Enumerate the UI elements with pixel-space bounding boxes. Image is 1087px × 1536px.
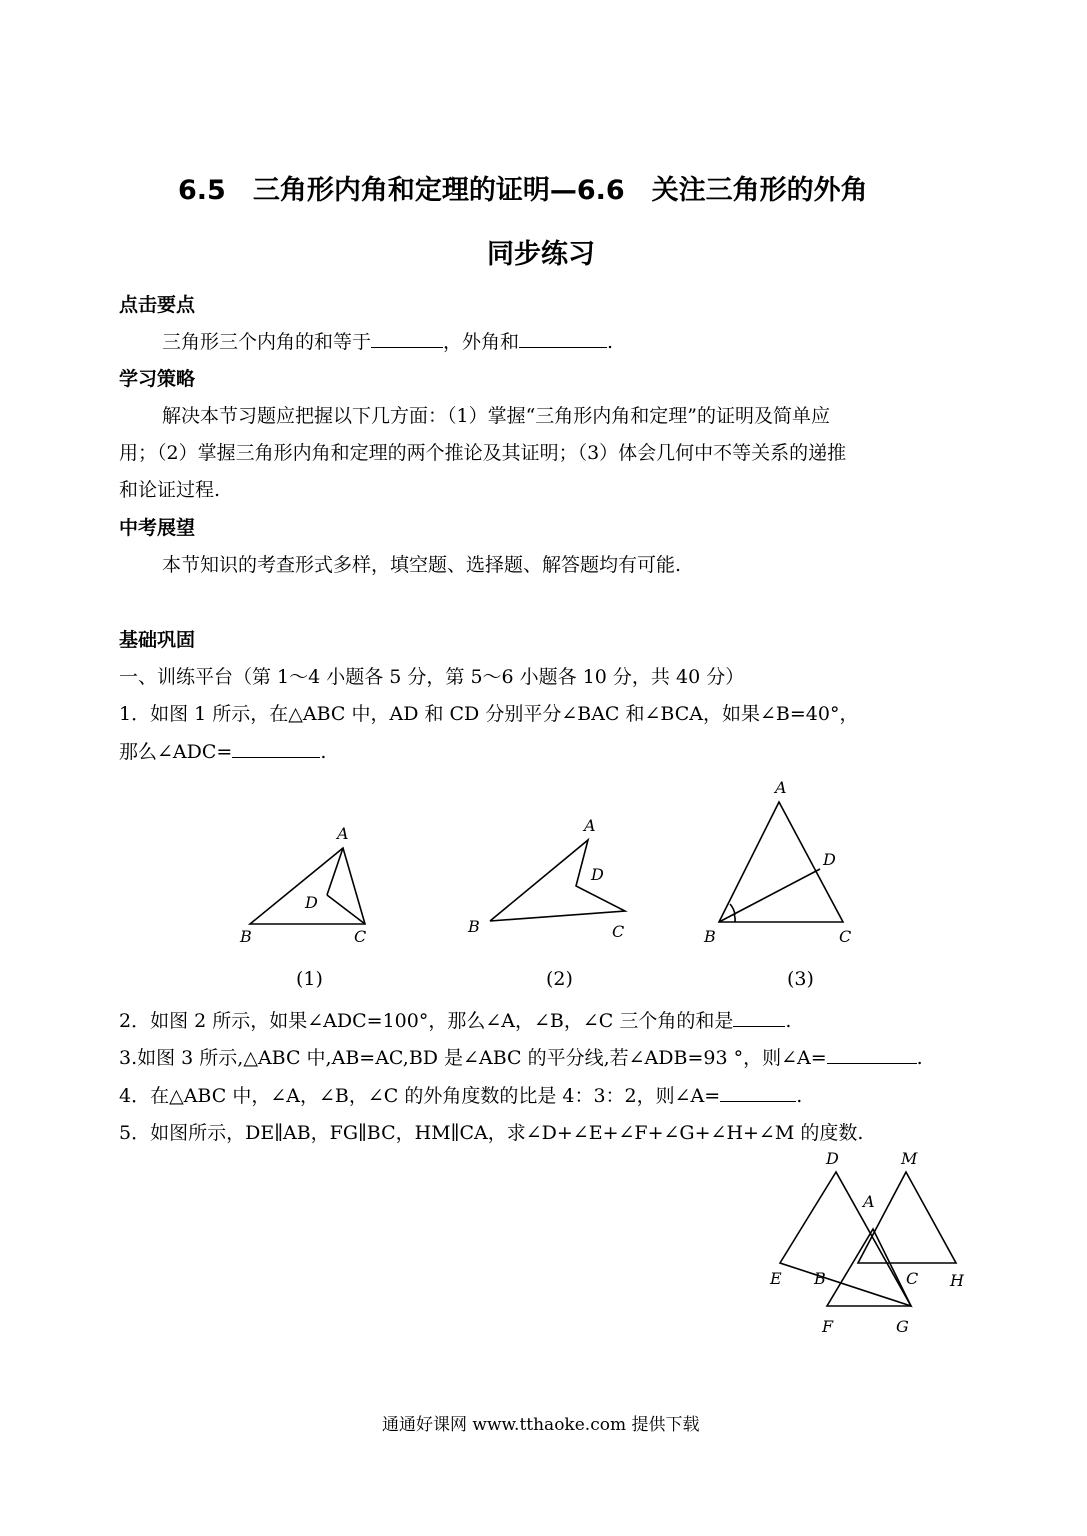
label-a: A xyxy=(337,824,349,843)
figure-5-diagram xyxy=(760,1145,980,1335)
question-1-end: . xyxy=(320,741,327,763)
triangle-abc xyxy=(250,848,365,924)
label-f: F xyxy=(822,1317,834,1336)
label-m: M xyxy=(901,1149,918,1168)
label-b: B xyxy=(240,927,252,946)
strategy-line1: 解决本节习题应把握以下几方面：（1）掌握“三角形内角和定理”的证明及简单应 xyxy=(162,405,831,427)
key-points-text-c: . xyxy=(607,331,614,353)
page-title-line1: 6.5 三角形内角和定理的证明—6.6 关注三角形的外角 xyxy=(178,175,868,206)
question-1-line2 xyxy=(119,737,326,764)
label-g: G xyxy=(896,1317,909,1336)
label-b: B xyxy=(814,1269,826,1288)
label-d: D xyxy=(591,865,604,884)
label-d: D xyxy=(826,1149,839,1168)
label-c: C xyxy=(839,927,852,946)
question-4-end: . xyxy=(796,1085,803,1107)
key-points-text-a: 三角形三个内角的和等于 xyxy=(162,331,372,353)
figure-3-caption: (3) xyxy=(787,968,814,990)
key-points-text-b: ，外角和 xyxy=(443,331,520,353)
question-3 xyxy=(119,1043,923,1070)
question-3-prompt: 3.如图 3 所示,△ABC 中,AB=AC,BD 是∠ABC 的平分线,若∠ADB=93 °，则∠A= xyxy=(119,1047,827,1069)
strategy-line3: 和论证过程. xyxy=(119,479,221,501)
label-h: H xyxy=(950,1271,964,1290)
bisector-cd xyxy=(327,895,365,924)
question-1-line1: 1．如图 1 所示，在△ABC 中，AD 和 CD 分别平分∠BAC 和∠BCA，如果∠B=40°， xyxy=(119,703,859,725)
footer-credit: 通通好课网 www.tthaoke.com 提供下载 xyxy=(382,1415,700,1435)
angle-arc xyxy=(730,904,735,915)
question-4-prompt: 4．在△ABC 中，∠A，∠B，∠C 的外角度数的比是 4：3：2，则∠A= xyxy=(119,1085,721,1107)
page-title-line2: 同步练习 xyxy=(487,239,595,270)
figure-1-diagram xyxy=(230,815,380,955)
question-2-end: . xyxy=(785,1010,792,1032)
strategy-heading: 学习策略 xyxy=(119,368,196,390)
label-b: B xyxy=(468,917,480,936)
label-b: B xyxy=(704,927,716,946)
answer-blank xyxy=(827,1045,917,1064)
question-5: 5．如图所示，DE∥AB，FG∥BC，HM∥CA，求∠D+∠E+∠F+∠G+∠H+∠M 的度数. xyxy=(119,1122,864,1144)
figure-2-diagram xyxy=(460,810,650,950)
concave-quadrilateral xyxy=(490,840,625,921)
answer-blank xyxy=(720,1083,796,1102)
basics-heading: 基础巩固 xyxy=(119,629,196,651)
training-platform: 一、训练平台（第 1～4 小题各 5 分，第 5～6 小题各 10 分，共 40 分） xyxy=(119,666,745,688)
question-3-end: . xyxy=(916,1047,923,1069)
strategy-line2: 用；（2）掌握三角形内角和定理的两个推论及其证明；（3）体会几何中不等关系的递推 xyxy=(119,442,847,464)
question-2-prompt: 2．如图 2 所示，如果∠ADC=100°，那么∠A，∠B，∠C 三个角的和是 xyxy=(119,1010,734,1032)
label-a: A xyxy=(584,816,596,835)
question-2 xyxy=(119,1006,791,1033)
answer-blank xyxy=(519,329,607,348)
label-c: C xyxy=(906,1269,919,1288)
label-c: C xyxy=(354,927,367,946)
label-c: C xyxy=(612,922,625,941)
key-points-heading: 点击要点 xyxy=(119,294,196,316)
answer-blank xyxy=(371,329,443,348)
outlook-text: 本节知识的考查形式多样，填空题、选择题、解答题均有可能. xyxy=(162,554,682,576)
question-1-prompt: 那么∠ADC= xyxy=(119,741,233,763)
figure-3-diagram xyxy=(700,775,860,950)
label-d: D xyxy=(823,850,836,869)
label-e: E xyxy=(770,1269,782,1288)
key-points-text xyxy=(162,327,613,354)
answer-blank xyxy=(733,1008,785,1027)
figure-1-caption: (1) xyxy=(296,968,323,990)
figure-2-caption: (2) xyxy=(546,968,573,990)
angle-arc xyxy=(734,914,735,922)
label-a: A xyxy=(775,778,787,797)
question-4 xyxy=(119,1081,802,1108)
triangle-mh xyxy=(858,1172,956,1263)
label-d: D xyxy=(305,893,318,912)
outlook-heading: 中考展望 xyxy=(119,517,196,539)
label-a: A xyxy=(863,1192,875,1211)
answer-blank xyxy=(232,739,320,758)
triangle-def xyxy=(780,1172,911,1306)
